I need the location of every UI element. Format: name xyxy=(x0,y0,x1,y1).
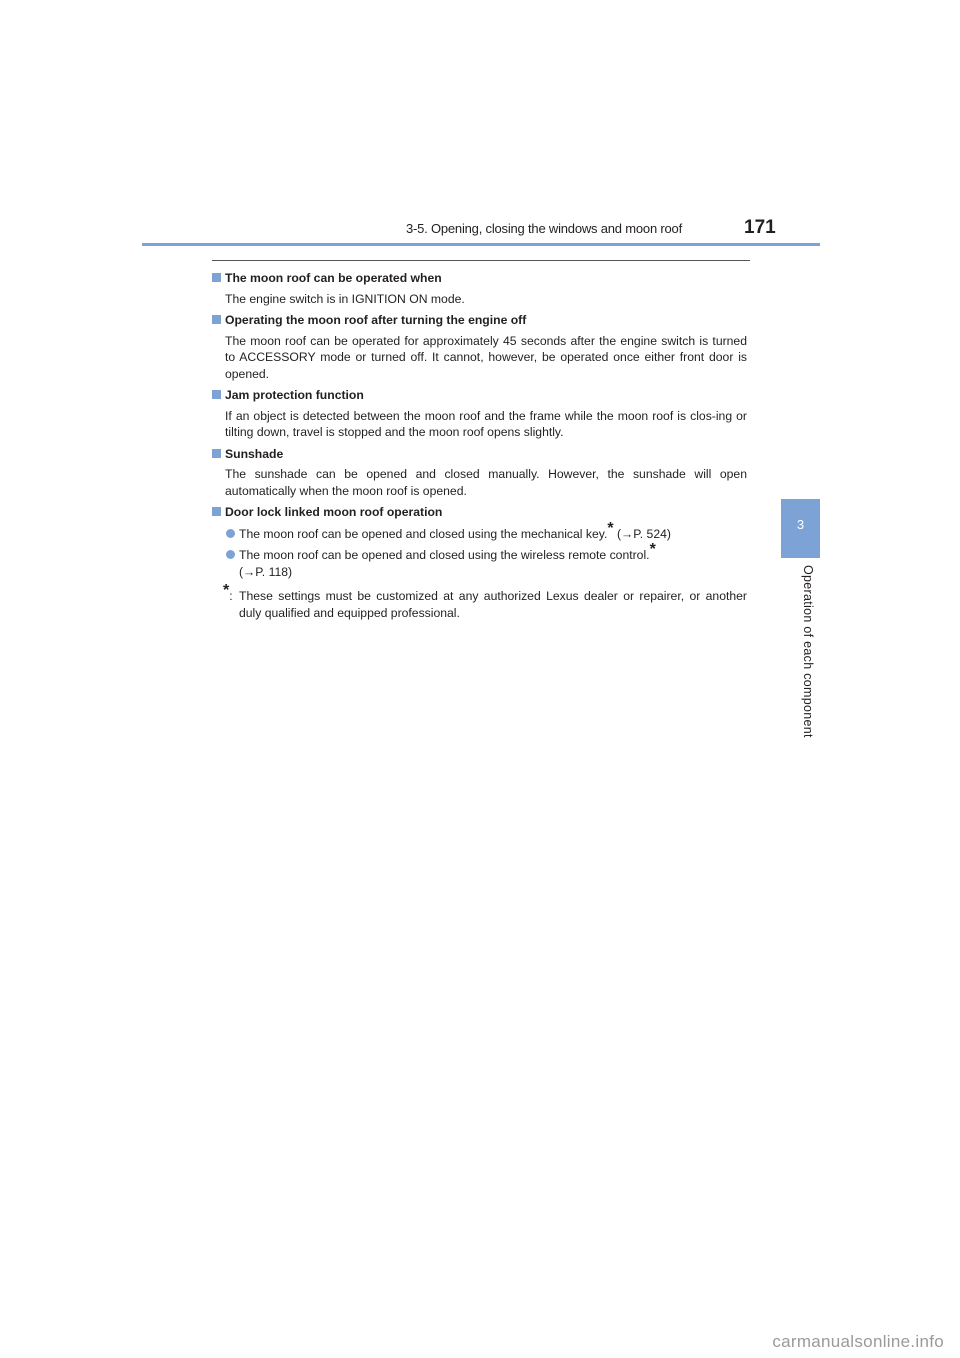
square-bullet-icon xyxy=(212,273,221,282)
footnote-star: * xyxy=(649,540,656,558)
page-content xyxy=(211,270,747,621)
footnote: *: These settings must be customized at any authorized Lexus dealer or repairer, or another duly qualified and equipped professional. xyxy=(223,581,747,620)
section-body: The engine switch is in IGNITION ON mode. xyxy=(225,291,465,306)
content-rule xyxy=(212,260,750,261)
section-heading: Door lock linked moon roof operation xyxy=(211,504,747,521)
section-heading: Sunshade xyxy=(211,446,747,463)
list-item: The moon roof can be opened and closed using the wireless remote control.* (→P. 118) xyxy=(211,547,747,580)
square-bullet-icon xyxy=(212,390,221,399)
circle-bullet-icon xyxy=(226,529,235,538)
circle-bullet-icon xyxy=(226,550,235,559)
chapter-tab[interactable]: 3 xyxy=(781,499,820,558)
section-heading: Operating the moon roof after turning the engine off xyxy=(211,312,747,329)
header-rule xyxy=(142,243,820,246)
section-heading: The moon roof can be operated when xyxy=(211,270,747,287)
section-body: The moon roof can be operated for approximately 45 seconds after the engine switch is turned to ACCESSORY mode or turned off. It cannot, however, be operated once either front door is opened. xyxy=(225,333,747,381)
list-item: The moon roof can be opened and closed using the mechanical key.* (→P. 524) xyxy=(211,526,747,543)
page-number: 171 xyxy=(744,217,776,238)
watermark: carmanualsonline.info xyxy=(772,1332,944,1351)
square-bullet-icon xyxy=(212,449,221,458)
section-title: 3-5. Opening, closing the windows and moon roof xyxy=(405,221,682,236)
footnote-star: * xyxy=(607,519,614,537)
section-body: The sunshade can be opened and closed manually. However, the sunshade will open automatically when the moon roof is opened. xyxy=(225,467,747,498)
footnote-mark: *: xyxy=(223,581,233,603)
section-heading: Jam protection function xyxy=(211,387,747,404)
chapter-label: Operation of each component xyxy=(801,565,815,738)
square-bullet-icon xyxy=(212,507,221,516)
square-bullet-icon xyxy=(212,315,221,324)
section-body: If an object is detected between the moon roof and the frame while the moon roof is clos-ing or tilting down, travel is stopped and the moon roof opens slightly. xyxy=(225,408,747,439)
page-reference-link[interactable]: (→P. 524) xyxy=(616,526,671,541)
page-reference-link[interactable]: (→P. 118) xyxy=(239,564,293,579)
